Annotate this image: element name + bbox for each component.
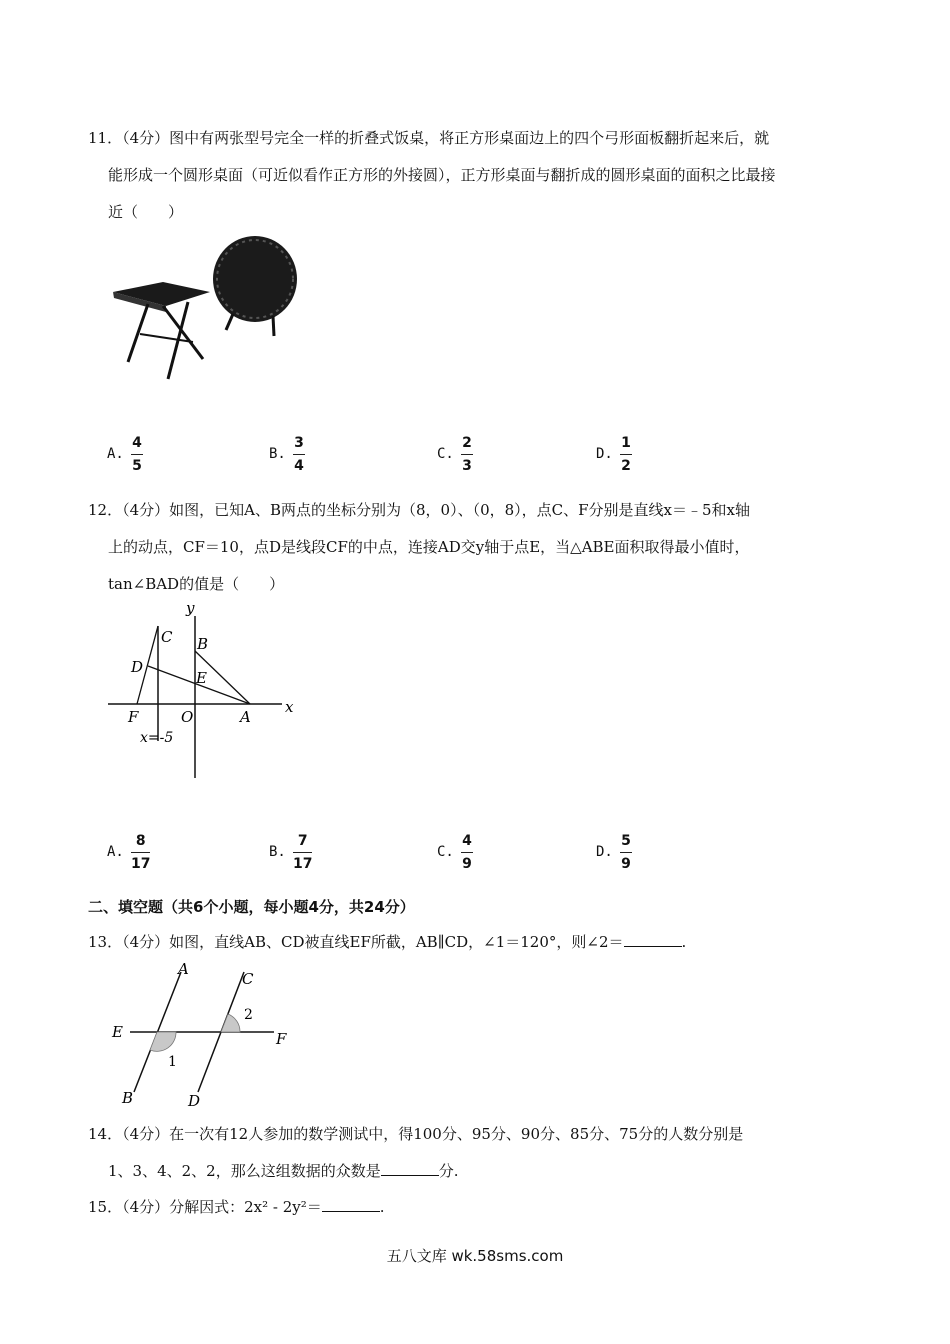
numerator: 1 bbox=[621, 435, 631, 451]
label-b: B bbox=[197, 635, 209, 653]
fraction bbox=[293, 832, 312, 873]
numerator: 8 bbox=[135, 833, 146, 849]
question-15 bbox=[88, 1189, 868, 1226]
q12-line3: tan∠BAD的值是（ ） bbox=[108, 575, 285, 593]
q15-line bbox=[88, 1189, 868, 1226]
denominator: 2 bbox=[621, 458, 631, 474]
option-label: A. bbox=[107, 844, 124, 860]
footer-watermark: 五八文库 wk.58sms.com bbox=[386, 1247, 564, 1265]
label-c: C bbox=[161, 628, 173, 646]
section-heading: 二、填空题（共6个小题，每小题4分，共24分） bbox=[88, 898, 415, 916]
label-a: A bbox=[178, 960, 189, 978]
numerator: 2 bbox=[462, 435, 472, 451]
fraction bbox=[461, 434, 473, 475]
label-x: x bbox=[285, 698, 294, 716]
label-angle-2: 2 bbox=[244, 1007, 253, 1023]
q14-line1: 14．（4分）在一次有12人参加的数学测试中，得100分、95分、90分、85分、75分的人数分别是 bbox=[88, 1125, 744, 1143]
label-b: B bbox=[122, 1089, 134, 1107]
denominator: 17 bbox=[293, 856, 313, 872]
label-c: C bbox=[242, 970, 254, 988]
q11-line1: 11．（4分）图中有两张型号完全一样的折叠式饭桌，将正方形桌面边上的四个弓形面板翻折起来后，就 bbox=[88, 129, 770, 147]
coordinate-figure bbox=[100, 596, 310, 786]
q14-unit: 分. bbox=[438, 1162, 459, 1180]
q11-line3: 近（ ） bbox=[108, 203, 184, 221]
fraction bbox=[620, 832, 632, 873]
option-label: C. bbox=[437, 446, 454, 462]
numerator: 3 bbox=[294, 435, 304, 451]
label-e: E bbox=[196, 669, 207, 687]
numerator: 5 bbox=[621, 833, 631, 849]
q11-line2: 能形成一个圆形桌面（可近似看作正方形的外接圆），正方形桌面与翻折成的圆形桌面的面积之比最接 bbox=[108, 166, 776, 184]
denominator: 9 bbox=[462, 856, 472, 872]
q14-text: 1、3、4、2、2，那么这组数据的众数是 bbox=[108, 1162, 381, 1180]
q13-answer-blank[interactable] bbox=[624, 932, 682, 947]
fraction bbox=[131, 832, 150, 873]
option-label: D. bbox=[596, 446, 613, 462]
denominator: 17 bbox=[131, 856, 151, 872]
parallel-lines-figure bbox=[106, 960, 306, 1110]
q13-text: 13．（4分）如图，直线AB、CD被直线EF所截，AB∥CD，∠1＝120°，则∠2＝ bbox=[88, 933, 624, 951]
option-label: B. bbox=[269, 844, 286, 860]
numerator: 7 bbox=[297, 833, 308, 849]
q12-line2: 上的动点，CF＝10，点D是线段CF的中点，连接AD交y轴于点E，当△ABE面积取得最小值时， bbox=[108, 538, 750, 556]
label-a: A bbox=[240, 708, 251, 726]
fraction bbox=[620, 434, 632, 475]
fraction bbox=[293, 434, 305, 475]
q13-line bbox=[88, 924, 868, 961]
label-y: y bbox=[186, 599, 195, 617]
fraction bbox=[131, 434, 143, 475]
option-label: C. bbox=[437, 844, 454, 860]
q15-text: 15．（4分）分解因式：2x² - 2y²＝ bbox=[88, 1198, 322, 1216]
question-12 bbox=[88, 492, 868, 603]
label-d: D bbox=[131, 658, 144, 676]
denominator: 9 bbox=[621, 856, 631, 872]
label-o: O bbox=[181, 708, 194, 726]
fraction bbox=[461, 832, 473, 873]
denominator: 3 bbox=[462, 458, 472, 474]
label-line-equation: x=-5 bbox=[140, 730, 174, 746]
question-14 bbox=[88, 1116, 868, 1190]
q14-answer-blank[interactable] bbox=[381, 1161, 439, 1176]
label-d: D bbox=[188, 1092, 201, 1110]
question-13 bbox=[88, 924, 868, 961]
q12-line1: 12．（4分）如图，已知A、B两点的坐标分别为（8，0）、（0，8），点C、F分别是直线x＝﹣5和x轴 bbox=[88, 501, 751, 519]
label-e: E bbox=[112, 1023, 123, 1041]
option-label: A. bbox=[107, 446, 124, 462]
numerator: 4 bbox=[132, 435, 142, 451]
angle-1-arc bbox=[150, 1032, 176, 1051]
q14-line2 bbox=[88, 1153, 868, 1190]
option-label: D. bbox=[596, 844, 613, 860]
question-11 bbox=[88, 120, 868, 231]
label-f: F bbox=[128, 708, 139, 726]
q15-answer-blank[interactable] bbox=[322, 1197, 380, 1212]
q15-period: . bbox=[379, 1198, 385, 1216]
folding-table-illustration bbox=[108, 234, 308, 384]
label-f: F bbox=[276, 1030, 287, 1048]
option-label: B. bbox=[269, 446, 286, 462]
numerator: 4 bbox=[462, 833, 472, 849]
denominator: 4 bbox=[294, 458, 304, 474]
q13-period: . bbox=[681, 933, 687, 951]
denominator: 5 bbox=[132, 458, 142, 474]
label-angle-1: 1 bbox=[168, 1054, 177, 1070]
